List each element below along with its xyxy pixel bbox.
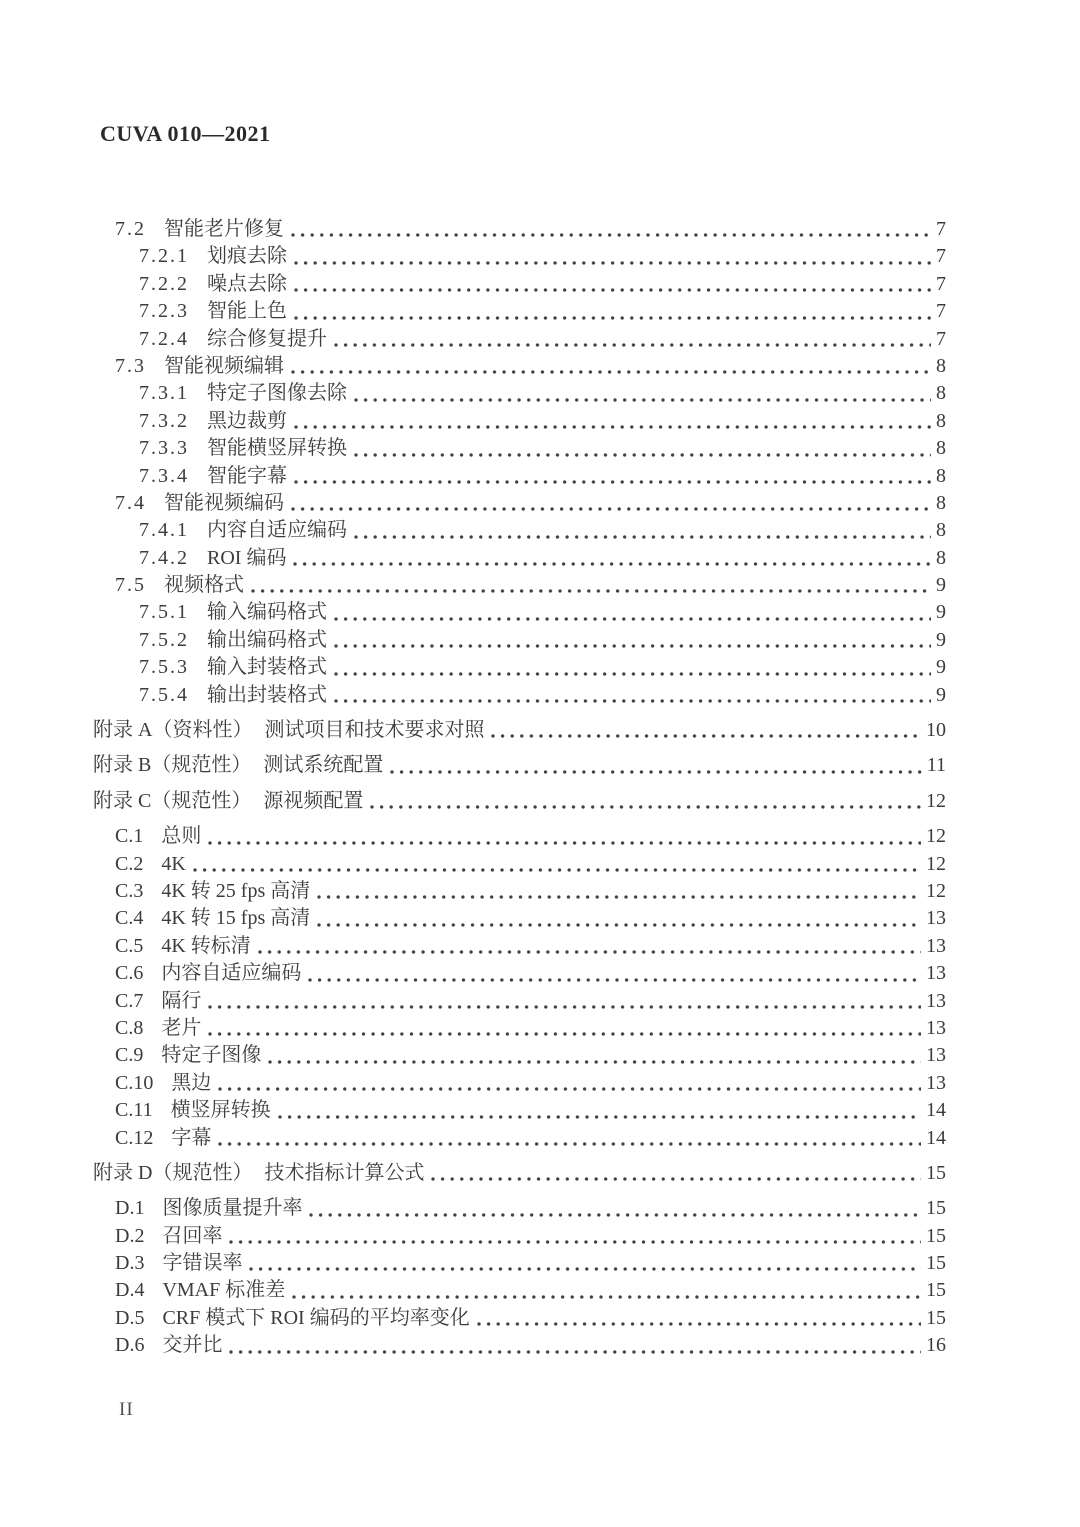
toc-entry-page: 7: [936, 218, 946, 240]
toc-entry-number: C.4: [115, 907, 144, 930]
toc-entry-number: 7.5.3: [139, 656, 189, 679]
dot-leader: [251, 588, 931, 594]
toc-entry-number: D.1: [115, 1197, 145, 1220]
toc-entry-page: 11: [926, 754, 946, 777]
toc-entry: [0, 1097, 946, 1124]
toc-entry-title: 4K: [161, 852, 186, 875]
toc-entry-number: 7.5: [115, 574, 146, 597]
toc-entry-page: 13: [926, 1016, 946, 1039]
toc-entry-number: C.5: [115, 934, 144, 957]
toc-entry: [0, 463, 946, 490]
toc-entry-title: 内容自适应编码: [161, 962, 302, 985]
toc-entry: [0, 1305, 946, 1332]
toc-entry-title: 智能上色: [207, 300, 287, 323]
toc-entry-page: 8: [936, 464, 946, 487]
toc-entry-title: 划痕去除: [207, 245, 287, 268]
toc-entry-number: 7.4.1: [139, 519, 189, 542]
toc-entry-number: 附录 A（资料性）: [93, 719, 253, 742]
toc-entry-number: 7.3.4: [139, 464, 189, 487]
toc-entry-page: 12: [926, 852, 946, 875]
dot-leader: [258, 949, 921, 955]
toc-entry-page: 13: [926, 1044, 946, 1067]
dot-leader: [229, 1349, 921, 1355]
toc-entry-page: 8: [936, 354, 946, 377]
dot-leader: [218, 1086, 921, 1092]
dot-leader: [354, 397, 931, 403]
toc-entry-page: 7: [936, 300, 946, 323]
toc-entry-page: 15: [926, 1224, 946, 1247]
toc-entry-number: C.9: [115, 1044, 144, 1067]
toc-entry-number: 附录 B（规范性）: [93, 754, 252, 777]
toc-entry-page: 13: [926, 1071, 946, 1094]
dot-leader: [294, 260, 931, 266]
toc-entry-page: 8: [936, 491, 946, 514]
toc-entry-number: D.4: [115, 1279, 145, 1302]
toc-entry-title: 图像质量提升率: [162, 1197, 303, 1220]
dot-leader: [334, 643, 931, 649]
toc-entry-title: 输入编码格式: [207, 601, 327, 624]
dot-leader: [278, 1114, 921, 1120]
dot-leader: [334, 342, 931, 348]
dot-leader: [291, 369, 931, 375]
dot-leader: [334, 671, 931, 677]
table-of-contents: [0, 216, 946, 1360]
toc-entry-number: D.2: [115, 1224, 145, 1247]
toc-entry-page: 8: [936, 437, 946, 460]
toc-entry: [0, 627, 946, 654]
toc-entry-title: 智能视频编码: [164, 491, 284, 514]
toc-entry: [0, 1332, 946, 1359]
toc-entry-page: 7: [936, 327, 946, 350]
toc-entry-page: 9: [936, 601, 946, 624]
toc-entry: [0, 717, 946, 744]
dot-leader: [294, 287, 931, 293]
toc-entry-title: 智能字幕: [207, 464, 287, 487]
toc-entry-number: C.7: [115, 989, 144, 1012]
dot-leader: [309, 1212, 921, 1218]
toc-entry-number: D.6: [115, 1334, 145, 1357]
toc-entry-title: 源视频配置: [263, 789, 364, 812]
toc-entry-title: 4K 转标清: [161, 934, 251, 957]
toc-entry-number: D.5: [115, 1306, 145, 1329]
dot-leader: [370, 804, 921, 810]
toc-entry: [0, 1070, 946, 1097]
toc-entry-page: 8: [936, 546, 946, 569]
dot-leader: [390, 769, 921, 775]
toc-entry: [0, 654, 946, 681]
toc-entry: [0, 517, 946, 544]
toc-entry-page: 15: [926, 1197, 946, 1220]
toc-entry-number: 7.2.3: [139, 300, 189, 323]
toc-entry-title: 输入封装格式: [207, 656, 327, 679]
dot-leader: [294, 315, 931, 321]
toc-entry-number: 附录 C（规范性）: [93, 789, 252, 812]
toc-entry-number: C.8: [115, 1016, 144, 1039]
toc-entry: [0, 1195, 946, 1222]
toc-entry: [0, 851, 946, 878]
dot-leader: [208, 840, 921, 846]
toc-entry-title: 内容自适应编码: [207, 519, 347, 542]
toc-entry-title: 输出封装格式: [207, 683, 327, 706]
toc-entry-title: 老片: [161, 1016, 202, 1039]
dot-leader: [208, 1004, 921, 1010]
toc-entry-title: 字幕: [171, 1126, 212, 1149]
toc-entry: [0, 1015, 946, 1042]
toc-entry-title: 交并比: [162, 1334, 223, 1357]
toc-entry: [0, 1277, 946, 1304]
toc-entry-title: 智能老片修复: [164, 218, 284, 240]
dot-leader: [292, 1294, 921, 1300]
toc-entry-title: 智能横竖屏转换: [207, 437, 347, 460]
dot-leader: [208, 1031, 921, 1037]
toc-entry-number: C.2: [115, 852, 144, 875]
toc-entry: [0, 905, 946, 932]
toc-entry-title: 4K 转 15 fps 高清: [161, 907, 311, 930]
toc-entry-page: 15: [926, 1306, 946, 1329]
toc-entry: [0, 682, 946, 709]
toc-entry-page: 14: [926, 1099, 946, 1122]
page-number-footer: II: [119, 1399, 134, 1420]
toc-entry-page: 12: [926, 789, 946, 812]
toc-entry-number: 7.3: [115, 354, 146, 377]
dot-leader: [229, 1239, 921, 1245]
toc-entry-title: 测试系统配置: [263, 754, 384, 777]
toc-entry-number: C.11: [115, 1099, 153, 1122]
dot-leader: [491, 733, 921, 739]
dot-leader: [477, 1321, 921, 1327]
toc-entry-title: 黑边: [171, 1071, 212, 1094]
toc-entry: [0, 788, 946, 815]
toc-entry: [0, 1160, 946, 1187]
toc-entry-page: 12: [926, 825, 946, 848]
dot-leader: [294, 424, 931, 430]
dot-leader: [431, 1176, 921, 1182]
toc-entry-number: 7.5.4: [139, 683, 189, 706]
dot-leader: [308, 977, 921, 983]
toc-entry-number: C.10: [115, 1071, 154, 1094]
dot-leader: [317, 894, 921, 900]
toc-entry-title: 召回率: [162, 1224, 223, 1247]
toc-entry-title: CRF 模式下 ROI 编码的平均率变化: [162, 1306, 470, 1329]
toc-entry: [0, 490, 946, 517]
toc-entry-title: 4K 转 25 fps 高清: [161, 879, 311, 902]
toc-entry-number: C.3: [115, 879, 144, 902]
toc-entry-page: 9: [936, 683, 946, 706]
toc-entry-title: 黑边裁剪: [207, 409, 287, 432]
dot-leader: [354, 452, 931, 458]
toc-entry-number: 7.2.2: [139, 272, 189, 295]
toc-entry-number: C.12: [115, 1126, 154, 1149]
dot-leader: [334, 698, 931, 704]
toc-entry-page: 12: [926, 879, 946, 902]
toc-entry-number: 7.3.1: [139, 382, 189, 405]
toc-entry: [0, 933, 946, 960]
toc-entry: [0, 408, 946, 435]
toc-entry-title: 测试项目和技术要求对照: [264, 719, 485, 742]
toc-entry-page: 13: [926, 989, 946, 1012]
toc-entry-page: 15: [926, 1252, 946, 1275]
dot-leader: [291, 506, 931, 512]
toc-entry-page: 7: [936, 245, 946, 268]
toc-entry-title: 隔行: [161, 989, 202, 1012]
toc-entry-number: 7.5.2: [139, 628, 189, 651]
toc-entry-number: 7.3.2: [139, 409, 189, 432]
toc-entry-page: 7: [936, 272, 946, 295]
dot-leader: [193, 867, 921, 873]
toc-entry-page: 9: [936, 574, 946, 597]
toc-entry-number: D.3: [115, 1252, 145, 1275]
toc-entry: [0, 752, 946, 779]
toc-entry: [0, 435, 946, 462]
toc-entry: [0, 243, 946, 270]
toc-entry-page: 9: [936, 628, 946, 651]
toc-entry-number: 7.4: [115, 491, 146, 514]
toc-entry: [0, 1125, 946, 1152]
toc-entry-number: 附录 D（规范性）: [93, 1161, 253, 1184]
toc-entry-page: 13: [926, 907, 946, 930]
toc-entry-title: 视频格式: [164, 574, 244, 597]
toc-entry-title: 字错误率: [162, 1252, 243, 1275]
toc-entry: [0, 380, 946, 407]
dot-leader: [291, 232, 931, 238]
toc-entry-page: 13: [926, 962, 946, 985]
toc-entry-page: 13: [926, 934, 946, 957]
toc-entry-title: 输出编码格式: [207, 628, 327, 651]
toc-entry-number: 7.5.1: [139, 601, 189, 624]
dot-leader: [218, 1141, 921, 1147]
toc-entry: [0, 271, 946, 298]
toc-entry-title: 噪点去除: [207, 272, 287, 295]
toc-entry-page: 15: [926, 1279, 946, 1302]
toc-entry: [0, 1042, 946, 1069]
toc-entry-number: C.1: [115, 825, 144, 848]
dot-leader: [354, 534, 931, 540]
toc-entry-page: 9: [936, 656, 946, 679]
toc-entry: [0, 216, 946, 243]
toc-entry-title: ROI 编码: [207, 546, 287, 569]
toc-entry-title: 特定子图像去除: [207, 382, 347, 405]
toc-entry-title: 横竖屏转换: [170, 1099, 271, 1122]
toc-entry-number: 7.3.3: [139, 437, 189, 460]
toc-entry: [0, 823, 946, 850]
toc-entry-title: 特定子图像: [161, 1044, 262, 1067]
toc-entry: [0, 298, 946, 325]
dot-leader: [334, 616, 931, 622]
toc-entry: [0, 1250, 946, 1277]
toc-entry-page: 15: [926, 1161, 946, 1184]
toc-entry: [0, 599, 946, 626]
toc-entry-page: 16: [926, 1334, 946, 1357]
toc-entry: [0, 1223, 946, 1250]
toc-entry-number: 7.2: [115, 218, 146, 240]
dot-leader: [317, 922, 921, 928]
dot-leader: [268, 1059, 921, 1065]
dot-leader: [293, 561, 931, 567]
dot-leader: [294, 479, 931, 485]
toc-entry-page: 10: [926, 719, 946, 742]
toc-entry-page: 8: [936, 409, 946, 432]
dot-leader: [249, 1266, 921, 1272]
toc-entry-title: 总则: [161, 825, 202, 848]
toc-entry: [0, 353, 946, 380]
toc-entry-title: 智能视频编辑: [164, 354, 284, 377]
document-code-header: CUVA 010—2021: [100, 121, 271, 146]
toc-entry: [0, 878, 946, 905]
toc-entry-number: C.6: [115, 962, 144, 985]
toc-entry-number: 7.2.1: [139, 245, 189, 268]
toc-entry: [0, 988, 946, 1015]
toc-entry-number: 7.4.2: [139, 546, 189, 569]
toc-entry-page: 8: [936, 382, 946, 405]
toc-entry: [0, 326, 946, 353]
toc-entry-title: 综合修复提升: [207, 327, 327, 350]
toc-entry: [0, 960, 946, 987]
toc-entry-page: 14: [926, 1126, 946, 1149]
toc-entry-title: VMAF 标准差: [162, 1279, 286, 1302]
toc-entry: [0, 572, 946, 599]
toc-entry-number: 7.2.4: [139, 327, 189, 350]
toc-entry: [0, 545, 946, 572]
toc-entry-page: 8: [936, 519, 946, 542]
toc-entry-title: 技术指标计算公式: [264, 1161, 425, 1184]
